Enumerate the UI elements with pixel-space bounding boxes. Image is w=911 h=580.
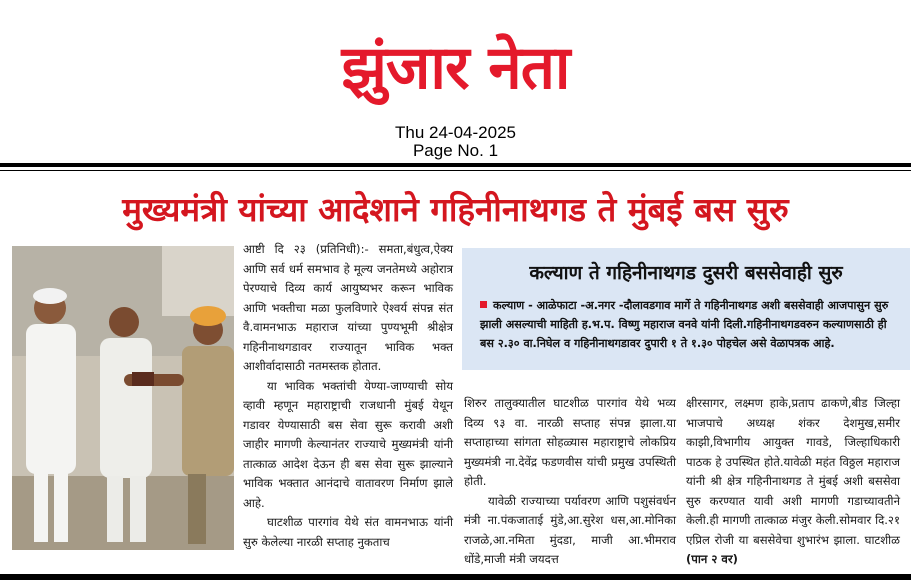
column2-paragraph-1: शिरुर तालुक्यातील घाटशीळ पारगांव येथे भव्य दिव्य ९३ वा. नारळी सप्ताह संपन्न झाला.या सप्ताहाच्या सांगता सोहळ्यास महाराष्ट्राचे लोकप्रिय मुख्यमंत्री ना.देवेंद्र फडणवीस यांची प्रमुख उपस्थिती होती. bbox=[464, 396, 676, 488]
bottom-rule bbox=[0, 574, 911, 580]
box-body-text: कल्याण - आळेफाटा -अ.नगर -दौलावडगाव मार्गे ते गहिनीनाथगड अशी बससेवाही आजपासुन सुरु झाली असल्याची माहिती ह.भ.प. विष्णु महाराज वनवे यांनी दिली.गहिनीनाथगडवरुन कल्याणसाठी ही बस २.३० वा.निघेल व गहिनीनाथगडावर दुपारी १ ते १.३० पोहचेल असे वेळापत्रक आहे. bbox=[480, 299, 889, 350]
article-column-3 bbox=[686, 394, 900, 570]
photo-icon bbox=[12, 246, 234, 550]
masthead-rule bbox=[0, 163, 911, 167]
article-headline: मुख्यमंत्री यांच्या आदेशाने गहिनीनाथगड ते मुंबई बस सुरु bbox=[122, 190, 789, 229]
column3-paragraph-1 bbox=[686, 394, 900, 570]
column1-paragraph-1: आष्टी दि २३ (प्रतिनिधी):- समता,बंधुत्व,ऐक्य आणि सर्व धर्म समभाव हे मूल्य जनतेमध्ये अहोरात्र पेरण्याचे दिव्य कार्य आयुष्यभर करून भाविक आणि भक्तीचा मळा फुलविणारे ऐश्वर्य संपन्न संत वै.वामनभाऊ महाराज यांच्या पुण्यभूमी श्रीक्षेत्र गहिनीनाथगडावर राज्यातून भाविक भक्त आशीर्वादासाठी नतमस्तक होतात. bbox=[243, 242, 453, 373]
box-body bbox=[480, 296, 900, 353]
issue-date: Thu 24-04-2025 bbox=[395, 123, 516, 142]
column2-paragraph-2: यावेळी राज्याच्या पर्यावरण आणि पशुसंवर्धन मंत्री ना.पंकजाताई मुंडे,आ.सुरेश धस,आ.मोनिका राजळे,आ.नमिता मुंदडा, माजी आ.भीमराव धोंडे,माजी मंत्री जयदत्त bbox=[464, 493, 676, 566]
masthead-rule-thin bbox=[0, 170, 911, 171]
news-photo bbox=[12, 246, 234, 550]
column1-paragraph-3: घाटशीळ पारगांव येथे संत वामनभाऊ यांनी सुरु केलेल्या नारळी सप्ताह नुकताच bbox=[243, 515, 453, 549]
column1-paragraph-2: या भाविक भक्तांची येण्या-जाण्याची सोय व्हावी म्हणून महाराष्ट्राची राजधानी मुंबई येथून गडावर येण्यासाठी बस सेवा सुरू करावी अशी जाहीर मागणी केल्यानंतर राज्याचे मुख्यमंत्री यांनी तात्काळ आदेश देऊन ही बस सेवा सुरू झाल्याने भाविक भक्तात आनंदाचे वातावरण निर्माण झाले आहे. bbox=[243, 378, 453, 510]
bullet-icon bbox=[480, 301, 487, 308]
continued-on-page: (पान २ वर) bbox=[686, 552, 738, 566]
column3-text: क्षीरसागर, लक्ष्मण हाके,प्रताप ढाकणे,बीड जिल्हा भाजपाचे अध्यक्ष शंकर देशमुख,समीर काझी,विभागीय आयुक्त गावडे, जिल्हाधिकारी पाठक हे उपस्थित होते.यावेळी महंत विठ्ठल महाराज यांनी श्री क्षेत्र गहिनीनाथगड ते मुंबई अशी बससेवा सुरु करण्यात यावी अशी मागणी गडाच्यावतीने केली.ही मागणी तात्काळ मंजुर केली.सोमवार दि.२१ एप्रिल रोजी या बससेवेचा शुभारंभ झाला. घाटशीळ bbox=[686, 396, 900, 547]
sidebar-box bbox=[462, 248, 910, 370]
dateline bbox=[0, 124, 911, 160]
article-column-2 bbox=[464, 394, 676, 570]
box-title: कल्याण ते गहिनीनाथगड दुसरी बससेवाही सुरु bbox=[529, 262, 843, 284]
page-number: Page No. 1 bbox=[412, 141, 499, 160]
article-column-1 bbox=[243, 240, 453, 552]
masthead-title: झुंजार नेता bbox=[341, 33, 570, 103]
